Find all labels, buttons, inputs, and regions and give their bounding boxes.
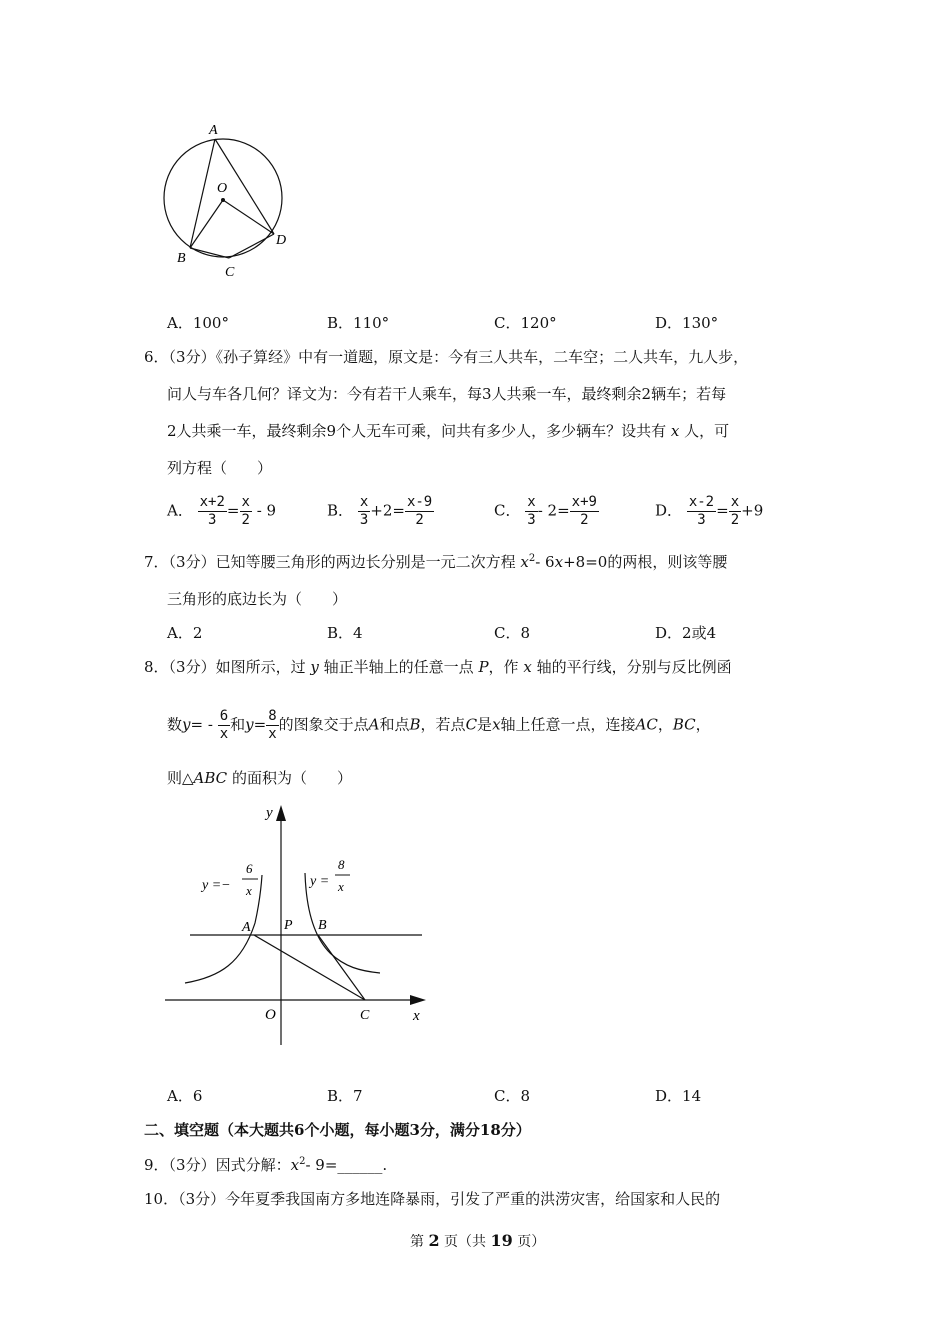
question-9: 9．（3分）因式分解：$x^2-$ 9=______.	[144, 1156, 388, 1174]
q7-option-a[interactable]: A．2	[167, 624, 203, 642]
point-p-label: P	[284, 918, 293, 933]
neg-func-num: 6	[246, 861, 253, 876]
q6-option-d[interactable]: D． $\frac{x-2}{3}$ = $\frac{x}{2}$ +9	[655, 494, 764, 528]
q8-line-1: 8．（3分）如图所示，过 y 轴正半轴上的任意一点 P，作 x 轴的平行线，分别与反比例函	[144, 658, 732, 676]
neg-func-label: y =−	[202, 878, 231, 893]
q6-line-4: 列方程（ ）	[167, 459, 273, 477]
q6-option-b[interactable]: B． $\frac{x}{3}$ +2= $\frac{x-9}{2}$	[327, 494, 433, 528]
point-c-label: C	[360, 1008, 370, 1023]
label-c: C	[225, 265, 235, 280]
q7-option-b[interactable]: B．4	[327, 624, 363, 642]
q8-option-b[interactable]: B．7	[327, 1087, 363, 1105]
pos-func-num: 8	[338, 857, 345, 872]
q8-option-c[interactable]: C．8	[494, 1087, 531, 1105]
axis-x-label: x	[413, 1008, 420, 1024]
q6-line-2: 问人与车各几何？译文为：今有若干人乘车，每3人共乘一车，最终剩余2辆车；若每	[167, 385, 727, 403]
q7-option-c[interactable]: C．8	[494, 624, 531, 642]
q5-option-a[interactable]: A．100°	[167, 314, 229, 332]
q7-line-1: 7．（3分）已知等腰三角形的两边长分别是一元二次方程 $x^2-$ 6x+8=0的两根，则该等腰	[144, 553, 728, 571]
q6-line-3: 2人共乘一车，最终剩余9个人无车可乘，问共有多少人，多少辆车？设共有 x 人，可	[167, 422, 730, 440]
label-o: O	[217, 181, 228, 196]
q7-option-d[interactable]: D．2或4	[655, 624, 717, 642]
page-footer: 第 2 页（共 19 页）	[410, 1231, 546, 1250]
q6-option-a[interactable]: A． $\frac{x+2}{3}$ = $\frac{x}{2}$ - 9	[167, 494, 277, 528]
q5-option-d[interactable]: D．130°	[655, 314, 719, 332]
question-10: 10．（3分）今年夏季我国南方多地连降暴雨，引发了严重的洪涝灾害，给国家和人民的	[144, 1190, 721, 1208]
section-2-heading: 二、填空题（本大题共6个小题，每小题3分，满分18分）	[144, 1121, 531, 1139]
label-b: B	[177, 251, 186, 266]
point-a-label: A	[242, 920, 251, 935]
q7-line-2: 三角形的底边长为（ ）	[167, 590, 348, 608]
q5-option-b[interactable]: B．110°	[327, 314, 390, 332]
q5-circle-figure	[150, 118, 300, 283]
q8-line-2: 数y= - $\frac{6}{x}$ 和y= $\frac{8}{x}$ 的图象交于点A和点B，若点C是x轴上任意一点，连接AC，BC，	[167, 708, 711, 742]
q8-option-a[interactable]: A．6	[167, 1087, 203, 1105]
q5-option-c[interactable]: C．120°	[494, 314, 557, 332]
pos-func-den: x	[338, 879, 344, 894]
pos-func-label: y =	[310, 874, 330, 889]
point-b-label: B	[318, 918, 327, 933]
q6-line-1: 6．（3分）《孙子算经》中有一道题，原文是：今有三人共车，二车空；二人共车，九人步，	[144, 348, 749, 366]
origin-label: O	[265, 1007, 276, 1023]
axis-y-label: y	[266, 805, 273, 821]
label-d: D	[276, 233, 287, 248]
q8-line-3: 则△ABC 的面积为（ ）	[167, 769, 352, 787]
neg-func-den: x	[246, 883, 252, 898]
label-a: A	[209, 123, 218, 138]
q6-option-c[interactable]: C． $\frac{x}{3}$ - 2= $\frac{x+9}{2}$	[494, 494, 597, 528]
q8-option-d[interactable]: D．14	[655, 1087, 702, 1105]
q8-graph-figure	[160, 795, 440, 1055]
